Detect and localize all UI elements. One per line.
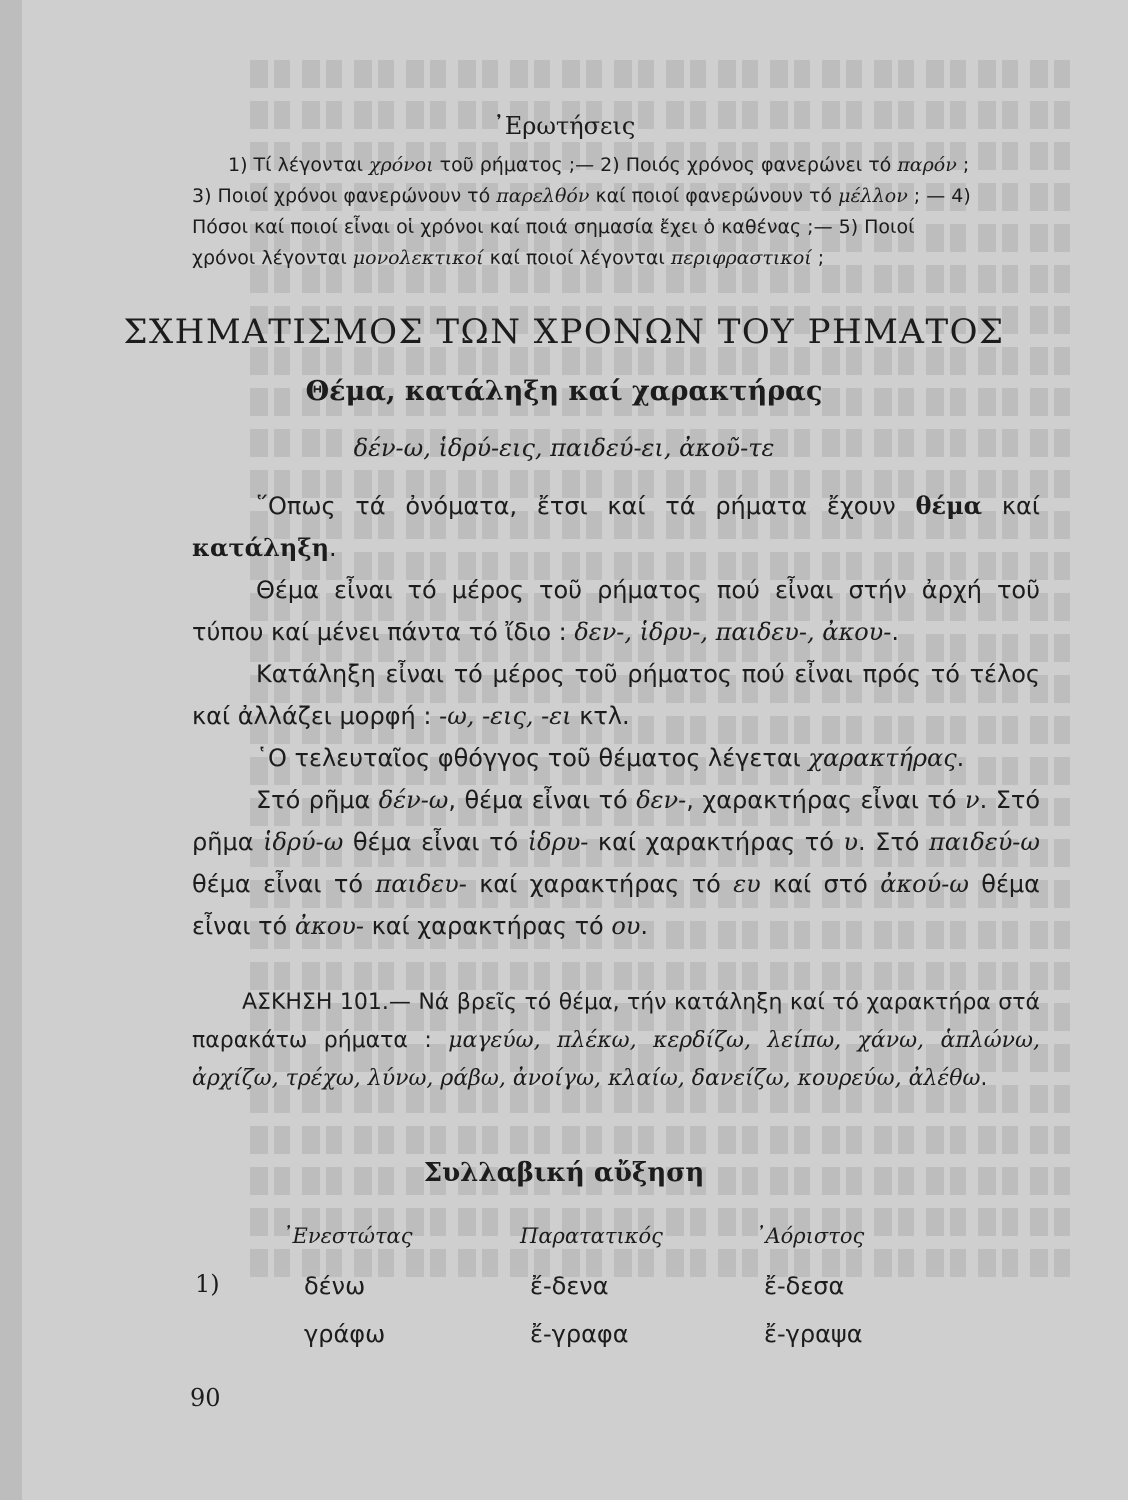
header-imperfect: Παρατατικός — [520, 1224, 663, 1248]
question-line: 1) Τί λέγονται χρόνοι τοῦ ρήματος ;— 2) Ποιός χρόνος φανερώνει τό παρόν ; — [228, 154, 970, 176]
questions-heading: ᾿Ερωτήσεις — [492, 112, 636, 140]
exercise-101: ΑΣΚΗΣΗ 101.— Νά βρεῖς τό θέμα, τήν κατάληξη καί τό χαρακτήρα στά παρακάτω ρήματα : μαγεύω, πλέκω, κερδίζω, λείπω, χάνω, ἁπλώνω, ἀρχίζω, τρέχω, λύνω, ράβω, ἀνοίγω, κλαίω, δανείζω, κουρεύω, ἀλέθω. — [192, 990, 1040, 1091]
paragraph: Θέμα εἶναι τό μέρος τοῦ ρήματος πού εἶναι στήν ἀρχή τοῦ τύπου καί μένει πάντα τό ἴδιο : δεν-, ἱδρυ-, παιδευ-, ἀκου-. — [192, 576, 1040, 646]
header-present: ᾿Ενεστώτας — [282, 1224, 413, 1248]
paragraph: Κατάληξη εἶναι τό μέρος τοῦ ρήματος πού εἶναι πρός τό τέλος καί ἀλλάζει μορφή : -ω, -εις, -ει κτλ. — [192, 660, 1040, 730]
paragraph: ῞Οπως τά ὀνόματα, ἔτσι καί τά ρήματα ἔχουν θέμα καί κατάληξη. — [192, 491, 1041, 562]
verb-aorist: ἔ-δεσα — [764, 1272, 845, 1300]
verb-imperfect: ἔ-δενα — [530, 1272, 609, 1300]
section-title: ΣΧΗΜΑΤΙΣΜΟΣ ΤΩΝ ΧΡΟΝΩΝ ΤΟΥ ΡΗΜΑΤΟΣ — [123, 312, 1005, 352]
verb-present: δένω — [304, 1272, 366, 1300]
syllabic-augment-title: Συλλαβική αὔξηση — [423, 1158, 705, 1188]
body-text — [192, 485, 1040, 947]
page-number: 90 — [190, 1384, 221, 1412]
questions-block — [192, 150, 1040, 274]
verb-imperfect: ἔ-γραφα — [530, 1320, 629, 1348]
header-aorist: ᾿Αόριστος — [755, 1224, 865, 1248]
question-line: χρόνοι λέγονται μονολεκτικοί καί ποιοί λέγονται περιφραστικοί ; — [192, 247, 825, 269]
question-line: Πόσοι καί ποιοί εἶναι οἱ χρόνοι καί ποιά σημασία ἔχει ὁ καθένας ;— 5) Ποιοί — [192, 216, 915, 238]
paragraph: ῾Ο τελευταῖος φθόγγος τοῦ θέματος λέγεται χαρακτήρας. — [256, 744, 965, 772]
verb-present: γράφω — [304, 1320, 386, 1348]
paragraph: Στό ρῆμα δέν-ω, θέμα εἶναι τό δεν-, χαρακτήρας εἶναι τό ν. Στό ρῆμα ἱδρύ-ω θέμα εἶναι τό ἱδρυ- καί χαρακτήρας τό υ. Στό παιδεύ-ω θέμα εἶναι τό παιδευ- καί χαρακτήρας τό ευ καί στό ἀκού-ω θέμα εἶναι τό ἀκου- καί χαρακτήρας τό ου. — [192, 786, 1041, 940]
example-verbs: δέν-ω, ἱδρύ-εις, παιδεύ-ει, ἀκοῦ-τε — [353, 434, 775, 462]
question-line: 3) Ποιοί χρόνοι φανερώνουν τό παρελθόν καί ποιοί φανερώνουν τό μέλλον ; — 4) — [192, 185, 971, 207]
subsection-title: Θέμα, κατάληξη καί χαρακτήρας — [305, 376, 823, 407]
row-label: 1) — [195, 1270, 220, 1298]
verb-aorist: ἔ-γραψα — [764, 1320, 863, 1348]
